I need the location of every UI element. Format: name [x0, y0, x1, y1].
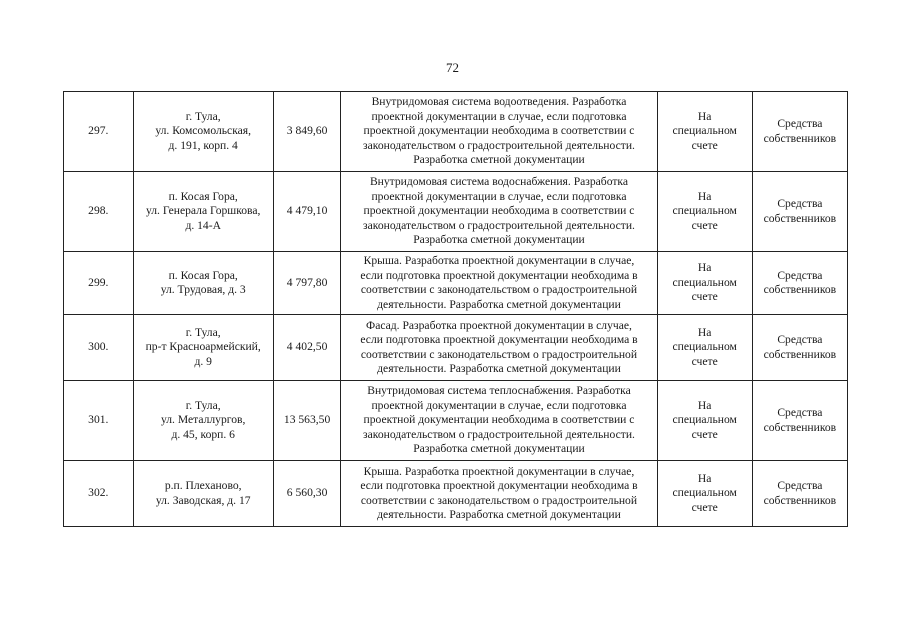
table-row — [64, 315, 848, 381]
work-description-cell — [341, 252, 657, 315]
account-line: специальном — [672, 275, 737, 289]
work-description-cell — [341, 315, 657, 381]
work-line: если подготовка проектной документации необходима в — [360, 479, 638, 492]
address-line: д. 14-А — [185, 218, 221, 232]
source-line: собственников — [763, 493, 837, 507]
account-line: На — [697, 189, 712, 203]
source-line: Средства — [777, 117, 823, 130]
address-line: д. 9 — [194, 354, 212, 368]
account-line: На — [697, 398, 712, 412]
address-line: пр-т Красноармейский, — [145, 340, 261, 354]
account-line: счете — [691, 218, 718, 232]
address-line: д. 45, корп. 6 — [171, 427, 235, 441]
table-row — [64, 381, 848, 461]
cost-cell: 6 560,30 — [273, 461, 341, 527]
account-line: На — [697, 471, 712, 485]
work-line: деятельности. Разработка сметной документации — [377, 508, 621, 521]
work-line: проектной документации в случае, если подготовка — [371, 398, 627, 412]
work-line: Внутридомовая система теплоснабжения. Разработка — [367, 384, 631, 398]
row-number-cell: 300. — [64, 315, 134, 381]
table-row — [64, 461, 848, 527]
source-line: Средства — [777, 333, 823, 346]
source-line: собственников — [763, 420, 837, 434]
funding-source-cell — [752, 381, 847, 461]
cost-cell: 13 563,50 — [273, 381, 341, 461]
address-line: г. Тула, — [185, 398, 221, 412]
account-line: На — [697, 325, 712, 339]
address-cell — [133, 381, 273, 461]
row-number-cell: 299. — [64, 252, 134, 315]
address-cell — [133, 172, 273, 252]
address-line: д. 191, корп. 4 — [168, 138, 238, 152]
cost-cell: 4 797,80 — [273, 252, 341, 315]
address-line: ул. Трудовая, д. 3 — [160, 283, 246, 296]
account-line: счете — [691, 290, 718, 304]
cost-cell: 4 402,50 — [273, 315, 341, 381]
row-number-cell: 297. — [64, 92, 134, 172]
account-cell — [657, 461, 752, 527]
address-line: ул. Комсомольская, — [155, 124, 252, 138]
row-number-cell: 301. — [64, 381, 134, 461]
account-line: На — [697, 261, 712, 275]
address-line: ул. Генерала Горшкова, — [145, 204, 261, 218]
work-line: проектной документации в случае, если подготовка — [371, 109, 627, 123]
source-line: собственников — [763, 347, 837, 361]
address-cell — [133, 315, 273, 381]
address-cell — [133, 252, 273, 315]
work-line: Разработка сметной документации — [413, 153, 585, 167]
account-cell — [657, 381, 752, 461]
account-line: На — [697, 109, 712, 123]
account-line: специальном — [672, 124, 737, 138]
work-line: законодательством о градостроительной деятельности. — [363, 427, 635, 441]
funding-source-cell — [752, 172, 847, 252]
source-line: собственников — [763, 211, 837, 225]
work-line: Внутридомовая система водоснабжения. Разработка — [369, 175, 629, 189]
funding-source-cell — [752, 92, 847, 172]
work-line: проектной документации в случае, если подготовка — [371, 189, 627, 203]
work-line: законодательством о градостроительной деятельности. — [363, 138, 635, 152]
source-line: собственников — [763, 131, 837, 145]
table-row — [64, 172, 848, 252]
work-line: если подготовка проектной документации необходима в — [360, 333, 638, 346]
account-line: счете — [691, 354, 718, 368]
work-description-cell — [341, 461, 657, 527]
work-description-cell — [341, 172, 657, 252]
funding-source-cell — [752, 252, 847, 315]
account-line: счете — [691, 138, 718, 152]
work-line: Разработка сметной документации — [413, 442, 585, 456]
work-line: соответствии с законодательством о градостроительной — [360, 347, 638, 361]
work-description-cell — [341, 92, 657, 172]
work-line: проектной документации необходима в соответствии с — [363, 204, 635, 218]
address-line: п. Косая Гора, — [168, 268, 238, 282]
page-number: 72 — [446, 60, 459, 75]
account-line: счете — [691, 500, 718, 514]
address-line: п. Косая Гора, — [168, 189, 238, 203]
address-line: г. Тула, — [185, 109, 221, 123]
account-cell — [657, 252, 752, 315]
source-line: Средства — [777, 406, 823, 419]
work-line: деятельности. Разработка сметной документации — [377, 297, 621, 311]
work-description-cell — [341, 381, 657, 461]
work-line: соответствии с законодательством о градостроительной — [360, 493, 638, 507]
account-line: специальном — [672, 413, 737, 427]
source-line: собственников — [763, 283, 837, 296]
row-number-cell: 302. — [64, 461, 134, 527]
source-line: Средства — [777, 479, 823, 492]
table-row — [64, 92, 848, 172]
account-line: специальном — [672, 486, 737, 500]
work-line: проектной документации необходима в соответствии с — [363, 124, 635, 138]
address-cell — [133, 461, 273, 527]
address-cell — [133, 92, 273, 172]
address-line: г. Тула, — [185, 325, 221, 339]
account-cell — [657, 172, 752, 252]
address-line: р.п. Плеханово, — [164, 479, 242, 492]
address-line: ул. Металлургов, — [160, 413, 246, 427]
table-row — [64, 252, 848, 315]
work-line: Крыша. Разработка проектной документации в случае, — [363, 464, 635, 478]
account-line: специальном — [672, 340, 737, 354]
work-line: Крыша. Разработка проектной документации в случае, — [363, 254, 635, 267]
work-line: соответствии с законодательством о градостроительной — [360, 283, 638, 296]
account-cell — [657, 92, 752, 172]
work-line: проектной документации необходима в соответствии с — [363, 413, 635, 427]
funding-source-cell — [752, 461, 847, 527]
cost-cell: 4 479,10 — [273, 172, 341, 252]
account-line: специальном — [672, 204, 737, 218]
account-cell — [657, 315, 752, 381]
cost-cell: 3 849,60 — [273, 92, 341, 172]
work-line: законодательством о градостроительной деятельности. — [363, 218, 635, 232]
work-line: Внутридомовая система водоотведения. Разработка — [371, 95, 627, 109]
account-line: счете — [691, 427, 718, 441]
work-line: если подготовка проектной документации необходима в — [360, 268, 638, 282]
funding-source-cell — [752, 315, 847, 381]
source-line: Средства — [777, 268, 823, 282]
source-line: Средства — [777, 197, 823, 210]
repair-program-table — [63, 91, 848, 527]
work-line: деятельности. Разработка сметной документации — [377, 362, 621, 375]
row-number-cell: 298. — [64, 172, 134, 252]
work-line: Фасад. Разработка проектной документации в случае, — [366, 318, 632, 332]
address-line: ул. Заводская, д. 17 — [155, 493, 251, 507]
work-line: Разработка сметной документации — [413, 233, 585, 247]
